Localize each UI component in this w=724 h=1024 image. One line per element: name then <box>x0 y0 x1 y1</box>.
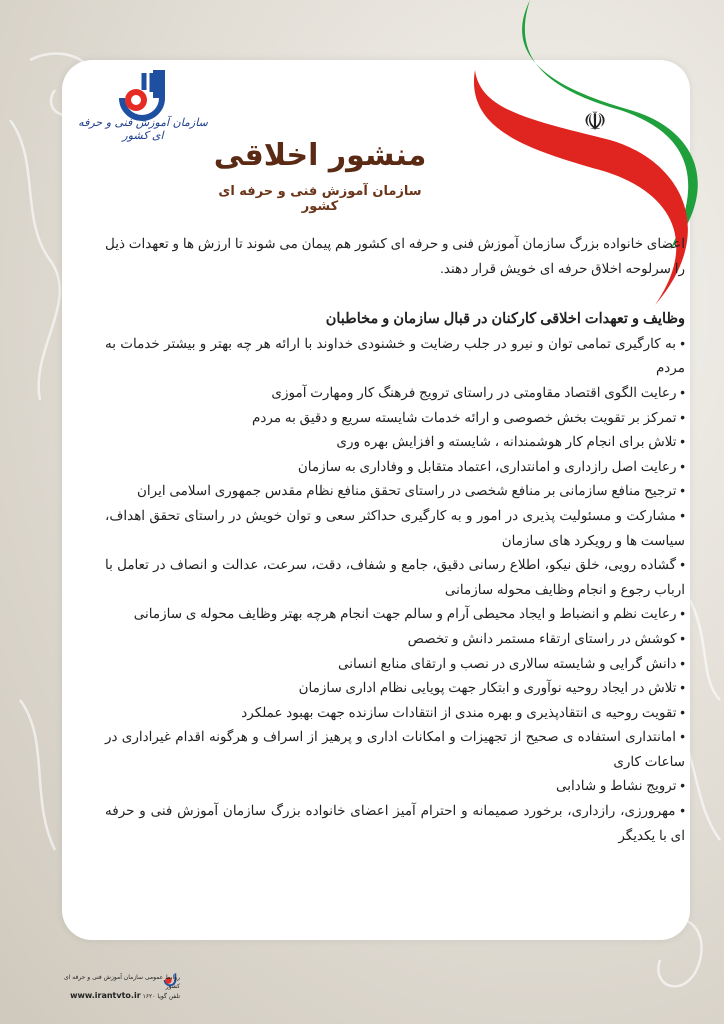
footer-phone: تلفن گویا ۱۶۲۰ <box>142 993 180 1000</box>
logo-text: سازمان آموزش فنی و حرفه ای کشور <box>78 116 208 142</box>
footer-org: روابط عمومی سازمان آموزش فنی و حرفه ای کشور <box>64 974 180 990</box>
list-item: • تلاش در ایجاد روحیه نوآوری و ابتکار جهت پویایی نظام اداری سازمان <box>105 676 685 701</box>
list-item: • کوشش در راستای ارتقاء مستمر دانش و تخصص <box>105 627 685 652</box>
section-heading: وظایف و تعهدات اخلاقی کارکنان در قبال سازمان و مخاطبان <box>325 311 685 328</box>
list-item: • مهرورزی، رازداری، برخورد صمیمانه و احترام آمیز اعضای خانواده بزرگ سازمان آموزش فنی و حرفه ای با یکدیگر <box>105 799 685 848</box>
document-body <box>105 232 685 848</box>
list-item: • گشاده رویی، خلق نیکو، اطلاع رسانی دقیق، جامع و شفاف، دقت، سرعت، عدالت و انصاف در تعامل با ارباب رجوع و انجام وظایف محوله سازمانی <box>105 553 685 602</box>
list-item: • به کارگیری تمامی توان و نیرو در جلب رضایت و خشنودی خداوند با ارائه هر چه بهتر و بیشتر خدمات به مردم <box>105 332 685 381</box>
list-item: • امانتداری استفاده ی صحیح از تجهیزات و امکانات اداری و پرهیز از اسراف و هرگونه اقدام غیراداری در ساعات کاری <box>105 725 685 774</box>
intro-paragraph: اعضای خانواده بزرگ سازمان آموزش فنی و حرفه ای کشور هم پیمان می شوند تا ارزش ها و تعهدات ذیل را سرلوحه اخلاق حرفه ای خویش قرار دهند. <box>105 236 685 276</box>
list-item: • تقویت روحیه ی انتقادپذیری و بهره مندی از انتقادات سازنده جهت بهبود عملکرد <box>105 701 685 726</box>
list-item: • دانش گرایی و شایسته سالاری در نصب و ارتقای منابع انسانی <box>105 652 685 677</box>
list-item: • تلاش برای انجام کار هوشمندانه ، شایسته و افزایش بهره وری <box>105 430 685 455</box>
footer-url[interactable]: www.irantvto.ir <box>70 991 141 1000</box>
list-item: • مشارکت و مسئولیت پذیری در امور و به کارگیری حداکثر سعی و توان خویش در راستای تحقق اهداف، سیاست ها و رویکرد های سازمان <box>105 504 685 553</box>
page-subtitle: سازمان آموزش فنی و حرفه ای کشور <box>218 184 422 214</box>
list-item: • رعایت اصل رازداری و امانتداری، اعتماد متقابل و وفاداری به سازمان <box>105 455 685 480</box>
commitments-list <box>105 332 685 848</box>
page-title: منشور اخلاقی <box>213 138 427 173</box>
iran-emblem-icon: ☫ <box>583 107 607 137</box>
list-item: • رعایت نظم و انضباط و ایجاد محیطی آرام و سالم جهت انجام هرچه بهتر وظایف محوله ی سازمانی <box>105 602 685 627</box>
list-item: • ترویج نشاط و شادابی <box>105 774 685 799</box>
list-item: • ترجیح منافع سازمانی بر منافع شخصی در راستای تحقق منافع نظام مقدس جمهوری اسلامی ایران <box>105 479 685 504</box>
footer <box>60 973 180 1001</box>
list-item: • رعایت الگوی اقتصاد مقاومتی در راستای ترویج فرهنگ کار ومهارت آموزی <box>105 381 685 406</box>
list-item: • تمرکز بر تقویت بخش خصوصی و ارائه خدمات شایسته سریع و دقیق به مردم <box>105 406 685 431</box>
